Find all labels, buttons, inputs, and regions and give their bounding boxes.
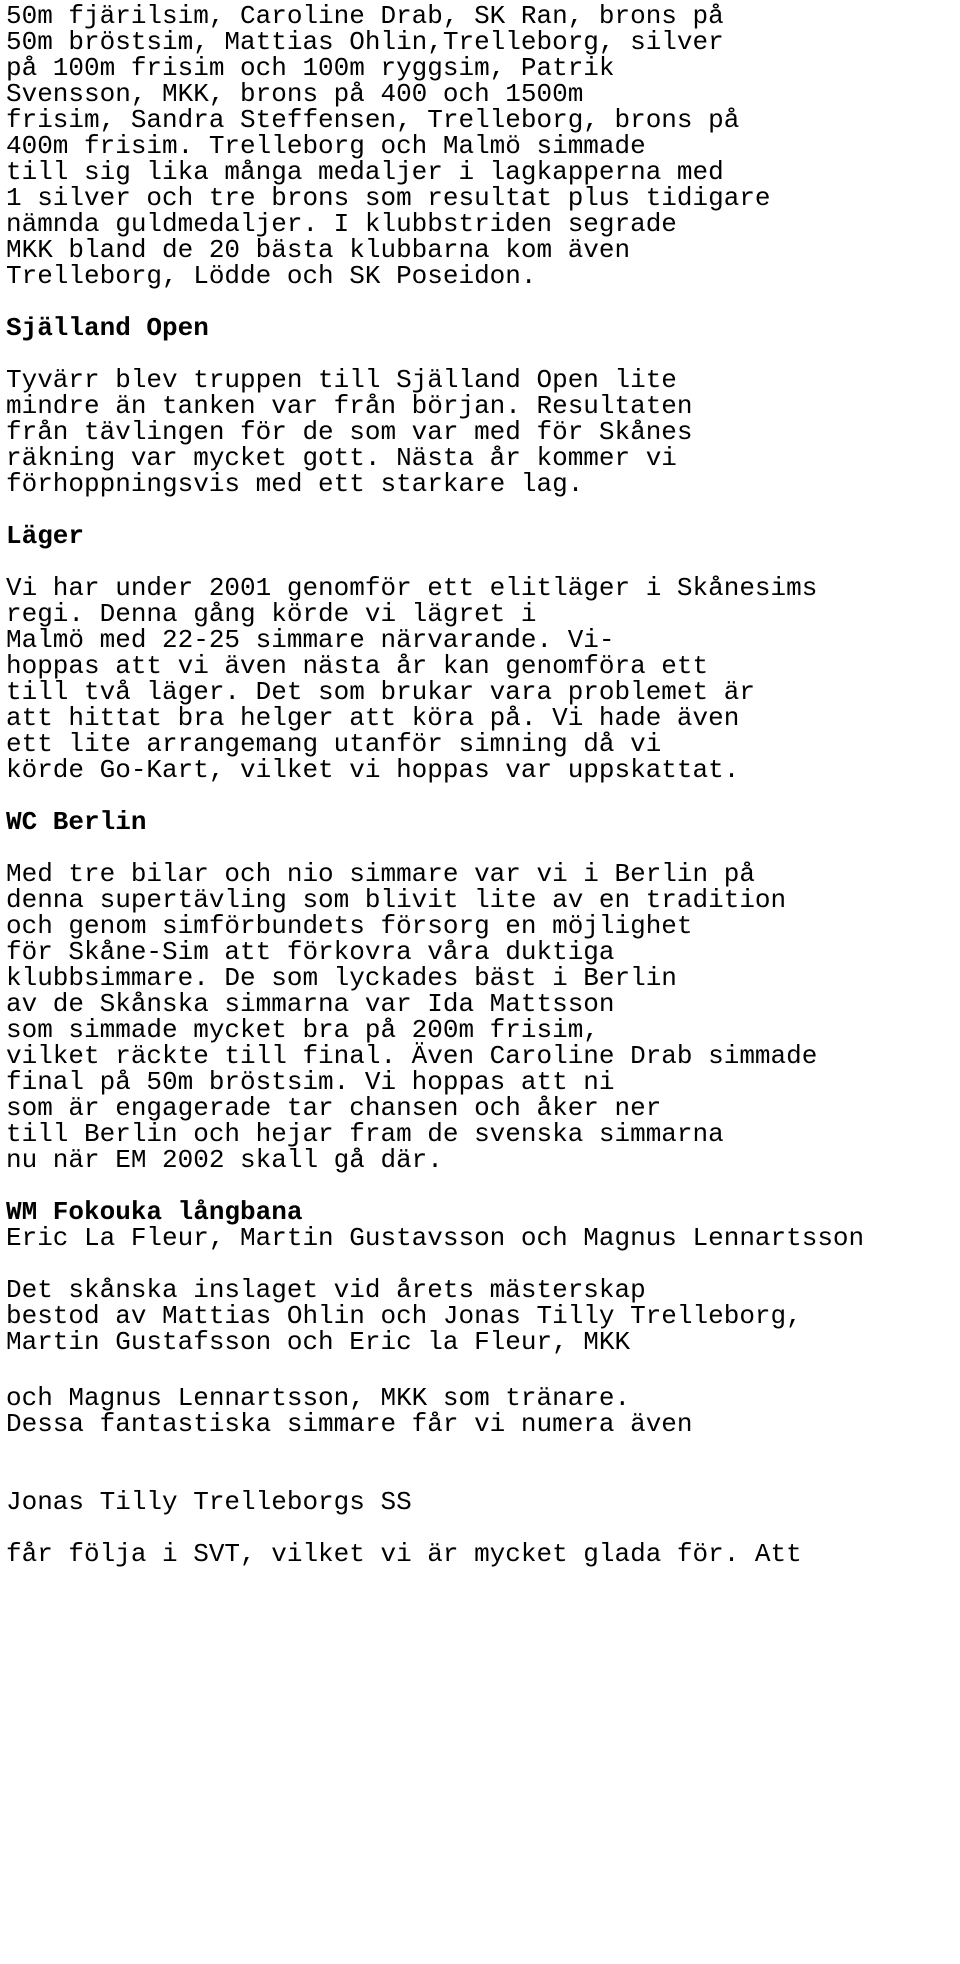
section-heading-sjalland-open: Själland Open [6,313,209,343]
intro-line: frisim, Sandra Steffensen, Trelleborg, brons på [6,105,740,135]
wc-berlin-line: och genom simförbundets försorg en möjlighet [6,911,693,941]
intro-line: Svensson, MKK, brons på 400 och 1500m [6,79,584,109]
wc-berlin-line: klubbsimmare. De som lyckades bäst i Berlin [6,963,677,993]
intro-line: nämnda guldmedaljer. I klubbstriden segrade [6,209,677,239]
lager-line: Vi har under 2001 genomför ett elitläger i Skånesims [6,573,818,603]
sjalland-line: från tävlingen för de som var med för Skånes [6,417,693,447]
wm-last-line: får följa i SVT, vilket vi är mycket glada för. Att [6,1539,802,1569]
lager-line: Malmö med 22-25 simmare närvarande. Vi- [6,625,615,655]
lager-line: körde Go-Kart, vilket vi hoppas var uppskattat. [6,755,740,785]
wc-berlin-line: vilket räckte till final. Även Caroline Drab simmade [6,1041,818,1071]
lager-line: att hittat bra helger att köra på. Vi hade även [6,703,740,733]
wc-berlin-line: som är engagerade tar chansen och åker ner [6,1093,662,1123]
wc-berlin-line: för Skåne-Sim att förkovra våra duktiga [6,937,615,967]
lager-line: regi. Denna gång körde vi lägret i [6,599,537,629]
section-heading-wm-fokouka: WM Fokouka långbana [6,1197,303,1227]
wm-names-line: Eric La Fleur, Martin Gustavsson och Magnus Lennartsson [6,1223,865,1253]
wm-line: bestod av Mattias Ohlin och Jonas Tilly Trelleborg, [6,1301,802,1331]
intro-line: på 100m frisim och 100m ryggsim, Patrik [6,53,615,83]
sjalland-line: räkning var mycket gott. Nästa år kommer vi [6,443,677,473]
wc-berlin-line: denna supertävling som blivit lite av en tradition [6,885,787,915]
photo-caption: Jonas Tilly Trelleborgs SS [6,1487,412,1517]
wm-line: Martin Gustafsson och Eric la Fleur, MKK [6,1327,631,1357]
wc-berlin-line: nu när EM 2002 skall gå där. [6,1145,443,1175]
intro-line: Trelleborg, Lödde och SK Poseidon. [6,261,537,291]
wc-berlin-line: Med tre bilar och nio simmare var vi i Berlin på [6,859,755,889]
sjalland-line: förhoppningsvis med ett starkare lag. [6,469,584,499]
wc-berlin-line: till Berlin och hejar fram de svenska simmarna [6,1119,724,1149]
lager-line: ett lite arrangemang utanför simning då vi [6,729,662,759]
sjalland-line: mindre än tanken var från början. Resultaten [6,391,693,421]
intro-line: 50m bröstsim, Mattias Ohlin,Trelleborg, silver [6,27,724,57]
intro-line: MKK bland de 20 bästa klubbarna kom även [6,235,631,265]
intro-line: 1 silver och tre brons som resultat plus tidigare [6,183,771,213]
sjalland-line: Tyvärr blev truppen till Själland Open lite [6,365,677,395]
wm-line: Det skånska inslaget vid årets mästerskap [6,1275,646,1305]
section-heading-wc-berlin: WC Berlin [6,807,147,837]
lager-line: hoppas att vi även nästa år kan genomföra ett [6,651,709,681]
wm-line: Dessa fantastiska simmare får vi numera även [6,1409,693,1439]
section-heading-lager: Läger [6,521,85,551]
wc-berlin-line: av de Skånska simmarna var Ida Mattsson [6,989,615,1019]
intro-line: till sig lika många medaljer i lagkapperna med [6,157,724,187]
wc-berlin-line: final på 50m bröstsim. Vi hoppas att ni [6,1067,615,1097]
intro-line: 50m fjärilsim, Caroline Drab, SK Ran, brons på [6,1,724,31]
intro-line: 400m frisim. Trelleborg och Malmö simmade [6,131,646,161]
lager-line: till två läger. Det som brukar vara problemet är [6,677,755,707]
wc-berlin-line: som simmade mycket bra på 200m frisim, [6,1015,599,1045]
wm-line: och Magnus Lennartsson, MKK som tränare. [6,1383,631,1413]
